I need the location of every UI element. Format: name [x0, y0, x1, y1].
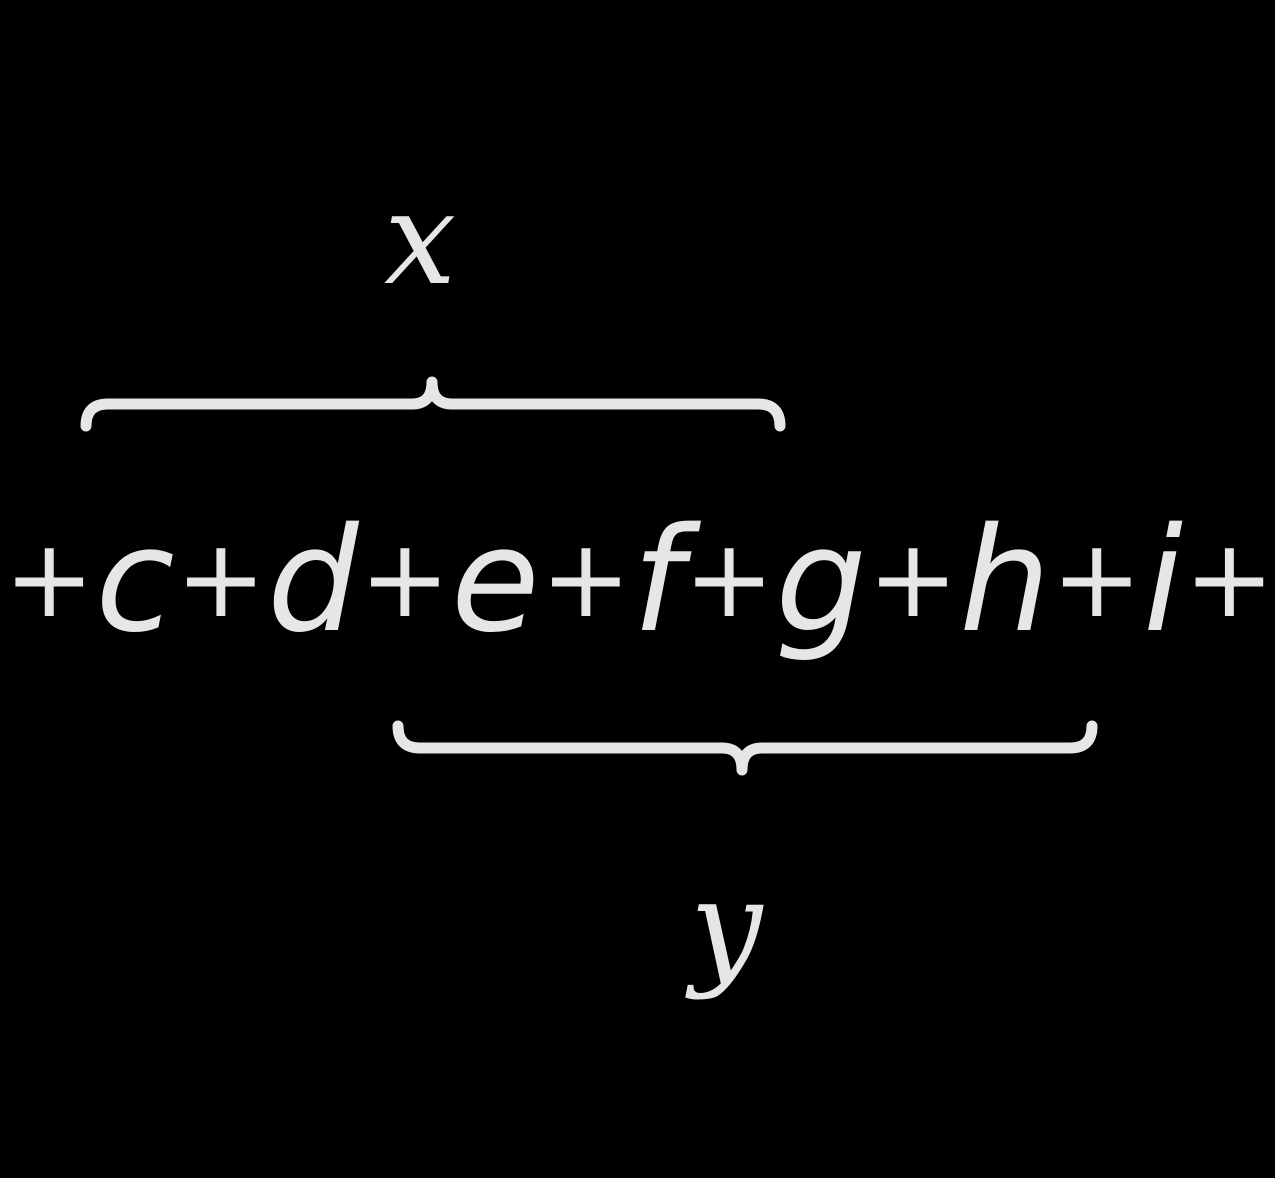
variable-g: g: [775, 496, 867, 664]
plus-operator: +: [1051, 517, 1143, 642]
variable-i: i: [1143, 496, 1184, 664]
plus-operator: +: [175, 517, 267, 642]
variable-f: f: [632, 496, 683, 664]
variable-e: e: [451, 496, 540, 664]
underbrace-path: [398, 726, 1092, 770]
plus-operator: +: [359, 517, 451, 642]
underbrace-label-y: y: [690, 853, 763, 1002]
overbrace-label-x: x: [384, 165, 457, 314]
variable-h: h: [959, 496, 1051, 664]
variable-d: d: [267, 496, 359, 664]
plus-operator: +: [4, 517, 95, 642]
plus-operator-trailing: +: [1184, 517, 1275, 642]
variable-c: c: [95, 496, 175, 664]
plus-operator: +: [683, 517, 775, 642]
plus-operator: +: [867, 517, 959, 642]
plus-operator: +: [540, 517, 632, 642]
